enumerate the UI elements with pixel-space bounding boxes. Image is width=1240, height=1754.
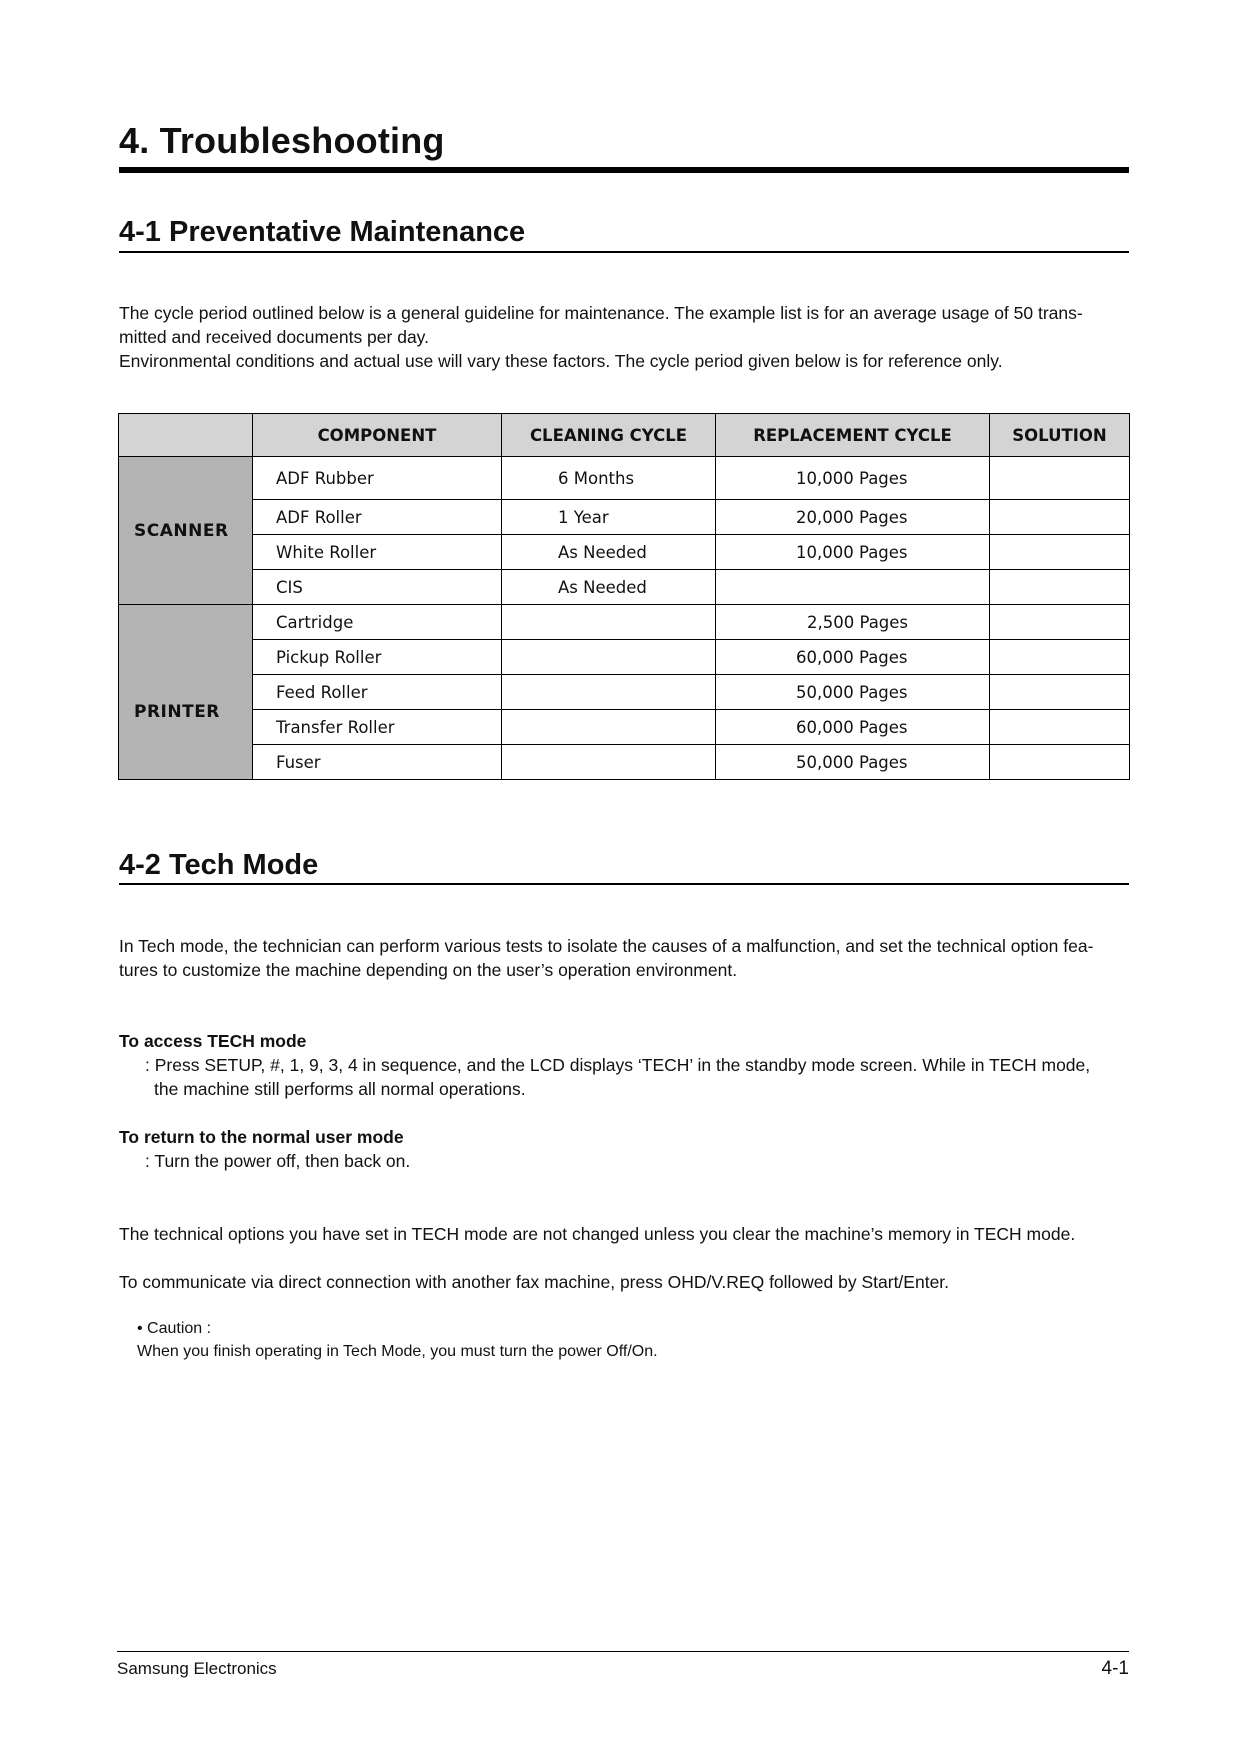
chapter-title: 4. Troubleshooting bbox=[119, 120, 445, 161]
tech-options-note: The technical options you have set in TECH mode are not changed unless you clear the machine’s memory in TECH mode. bbox=[119, 1224, 1076, 1244]
access-line: : Press SETUP, #, 1, 9, 3, 4 in sequence, and the LCD displays ‘TECH’ in the standby mode screen. While in TECH mode, bbox=[145, 1055, 1091, 1075]
chapter-rule bbox=[119, 167, 1129, 173]
replacement-cell: 10,000 Pages bbox=[716, 535, 990, 570]
section-title-tech-mode: 4-2 Tech Mode bbox=[119, 849, 319, 881]
replacement-cell: 20,000 Pages bbox=[716, 500, 990, 535]
solution-cell bbox=[990, 745, 1130, 780]
solution-cell bbox=[990, 535, 1130, 570]
replacement-cell: 50,000 Pages bbox=[716, 675, 990, 710]
component-cell: Transfer Roller bbox=[253, 710, 502, 745]
table-row bbox=[119, 675, 1130, 710]
replacement-cell: 60,000 Pages bbox=[716, 640, 990, 675]
replacement-cell bbox=[716, 570, 990, 605]
replacement-cell: 50,000 Pages bbox=[716, 745, 990, 780]
replacement-cell: 2,500 Pages bbox=[716, 605, 990, 640]
access-line: the machine still performs all normal operations. bbox=[154, 1079, 526, 1099]
intro-line: The cycle period outlined below is a general guideline for maintenance. The example list is for an average usage of 50 trans- bbox=[119, 303, 1083, 323]
solution-cell bbox=[990, 605, 1130, 640]
table-row bbox=[119, 500, 1130, 535]
direct-connection-note: To communicate via direct connection with another fax machine, press OHD/V.REQ followed by Start/Enter. bbox=[119, 1272, 950, 1292]
cleaning-cell: 1 Year bbox=[502, 500, 716, 535]
table-row bbox=[119, 710, 1130, 745]
intro-line: mitted and received documents per day. bbox=[119, 327, 429, 347]
section-rule bbox=[119, 251, 1129, 253]
return-user-mode-heading: To return to the normal user mode bbox=[119, 1127, 404, 1147]
cleaning-cell bbox=[502, 605, 716, 640]
cleaning-cell: As Needed bbox=[502, 535, 716, 570]
tech-mode-intro bbox=[119, 934, 1131, 982]
cleaning-cell bbox=[502, 710, 716, 745]
category-cell-printer: PRINTER bbox=[119, 605, 253, 780]
table-row bbox=[119, 745, 1130, 780]
solution-cell bbox=[990, 675, 1130, 710]
component-cell: ADF Rubber bbox=[253, 457, 502, 500]
component-cell: Fuser bbox=[253, 745, 502, 780]
header-cell-replacement-cycle: REPLACEMENT CYCLE bbox=[716, 414, 990, 457]
cleaning-cell bbox=[502, 745, 716, 780]
table-row bbox=[119, 457, 1130, 500]
category-cell-scanner: SCANNER bbox=[119, 457, 253, 605]
table-row bbox=[119, 570, 1130, 605]
footer-company: Samsung Electronics bbox=[117, 1659, 277, 1678]
footer-rule bbox=[117, 1651, 1129, 1652]
solution-cell bbox=[990, 710, 1130, 745]
replacement-cell: 10,000 Pages bbox=[716, 457, 990, 500]
cleaning-cell: 6 Months bbox=[502, 457, 716, 500]
access-tech-mode-heading: To access TECH mode bbox=[119, 1031, 307, 1051]
component-cell: CIS bbox=[253, 570, 502, 605]
return-user-mode-text bbox=[145, 1149, 1131, 1173]
table-row bbox=[119, 605, 1130, 640]
header-cell-cleaning-cycle: CLEANING CYCLE bbox=[502, 414, 716, 457]
cleaning-cell: As Needed bbox=[502, 570, 716, 605]
intro-line: In Tech mode, the technician can perform various tests to isolate the causes of a malfunction, and set the technical option fea- bbox=[119, 936, 1094, 956]
table-header-row bbox=[119, 414, 1130, 457]
section-title-preventative-maintenance: 4-1 Preventative Maintenance bbox=[119, 216, 526, 248]
component-cell: Feed Roller bbox=[253, 675, 502, 710]
table-row bbox=[119, 535, 1130, 570]
component-cell: Cartridge bbox=[253, 605, 502, 640]
header-cell-category bbox=[119, 414, 253, 457]
solution-cell bbox=[990, 570, 1130, 605]
caution-label: • Caution : bbox=[137, 1320, 212, 1337]
access-tech-mode-text bbox=[145, 1053, 1131, 1101]
footer-page-number: 4-1 bbox=[1101, 1658, 1129, 1679]
replacement-cell: 60,000 Pages bbox=[716, 710, 990, 745]
header-cell-solution: SOLUTION bbox=[990, 414, 1130, 457]
component-cell: White Roller bbox=[253, 535, 502, 570]
component-cell: Pickup Roller bbox=[253, 640, 502, 675]
solution-cell bbox=[990, 640, 1130, 675]
cleaning-cell bbox=[502, 640, 716, 675]
section-rule bbox=[119, 883, 1129, 885]
maintenance-table bbox=[118, 413, 1130, 780]
intro-line: Environmental conditions and actual use will vary these factors. The cycle period given below is for reference only. bbox=[119, 351, 1003, 371]
solution-cell bbox=[990, 500, 1130, 535]
solution-cell bbox=[990, 457, 1130, 500]
component-cell: ADF Roller bbox=[253, 500, 502, 535]
intro-line: tures to customize the machine depending on the user’s operation environment. bbox=[119, 960, 738, 980]
cleaning-cell bbox=[502, 675, 716, 710]
header-cell-component: COMPONENT bbox=[253, 414, 502, 457]
maintenance-intro bbox=[119, 301, 1131, 373]
return-line: : Turn the power off, then back on. bbox=[145, 1151, 411, 1171]
caution-text: When you finish operating in Tech Mode, you must turn the power Off/On. bbox=[137, 1343, 658, 1360]
table-row bbox=[119, 640, 1130, 675]
